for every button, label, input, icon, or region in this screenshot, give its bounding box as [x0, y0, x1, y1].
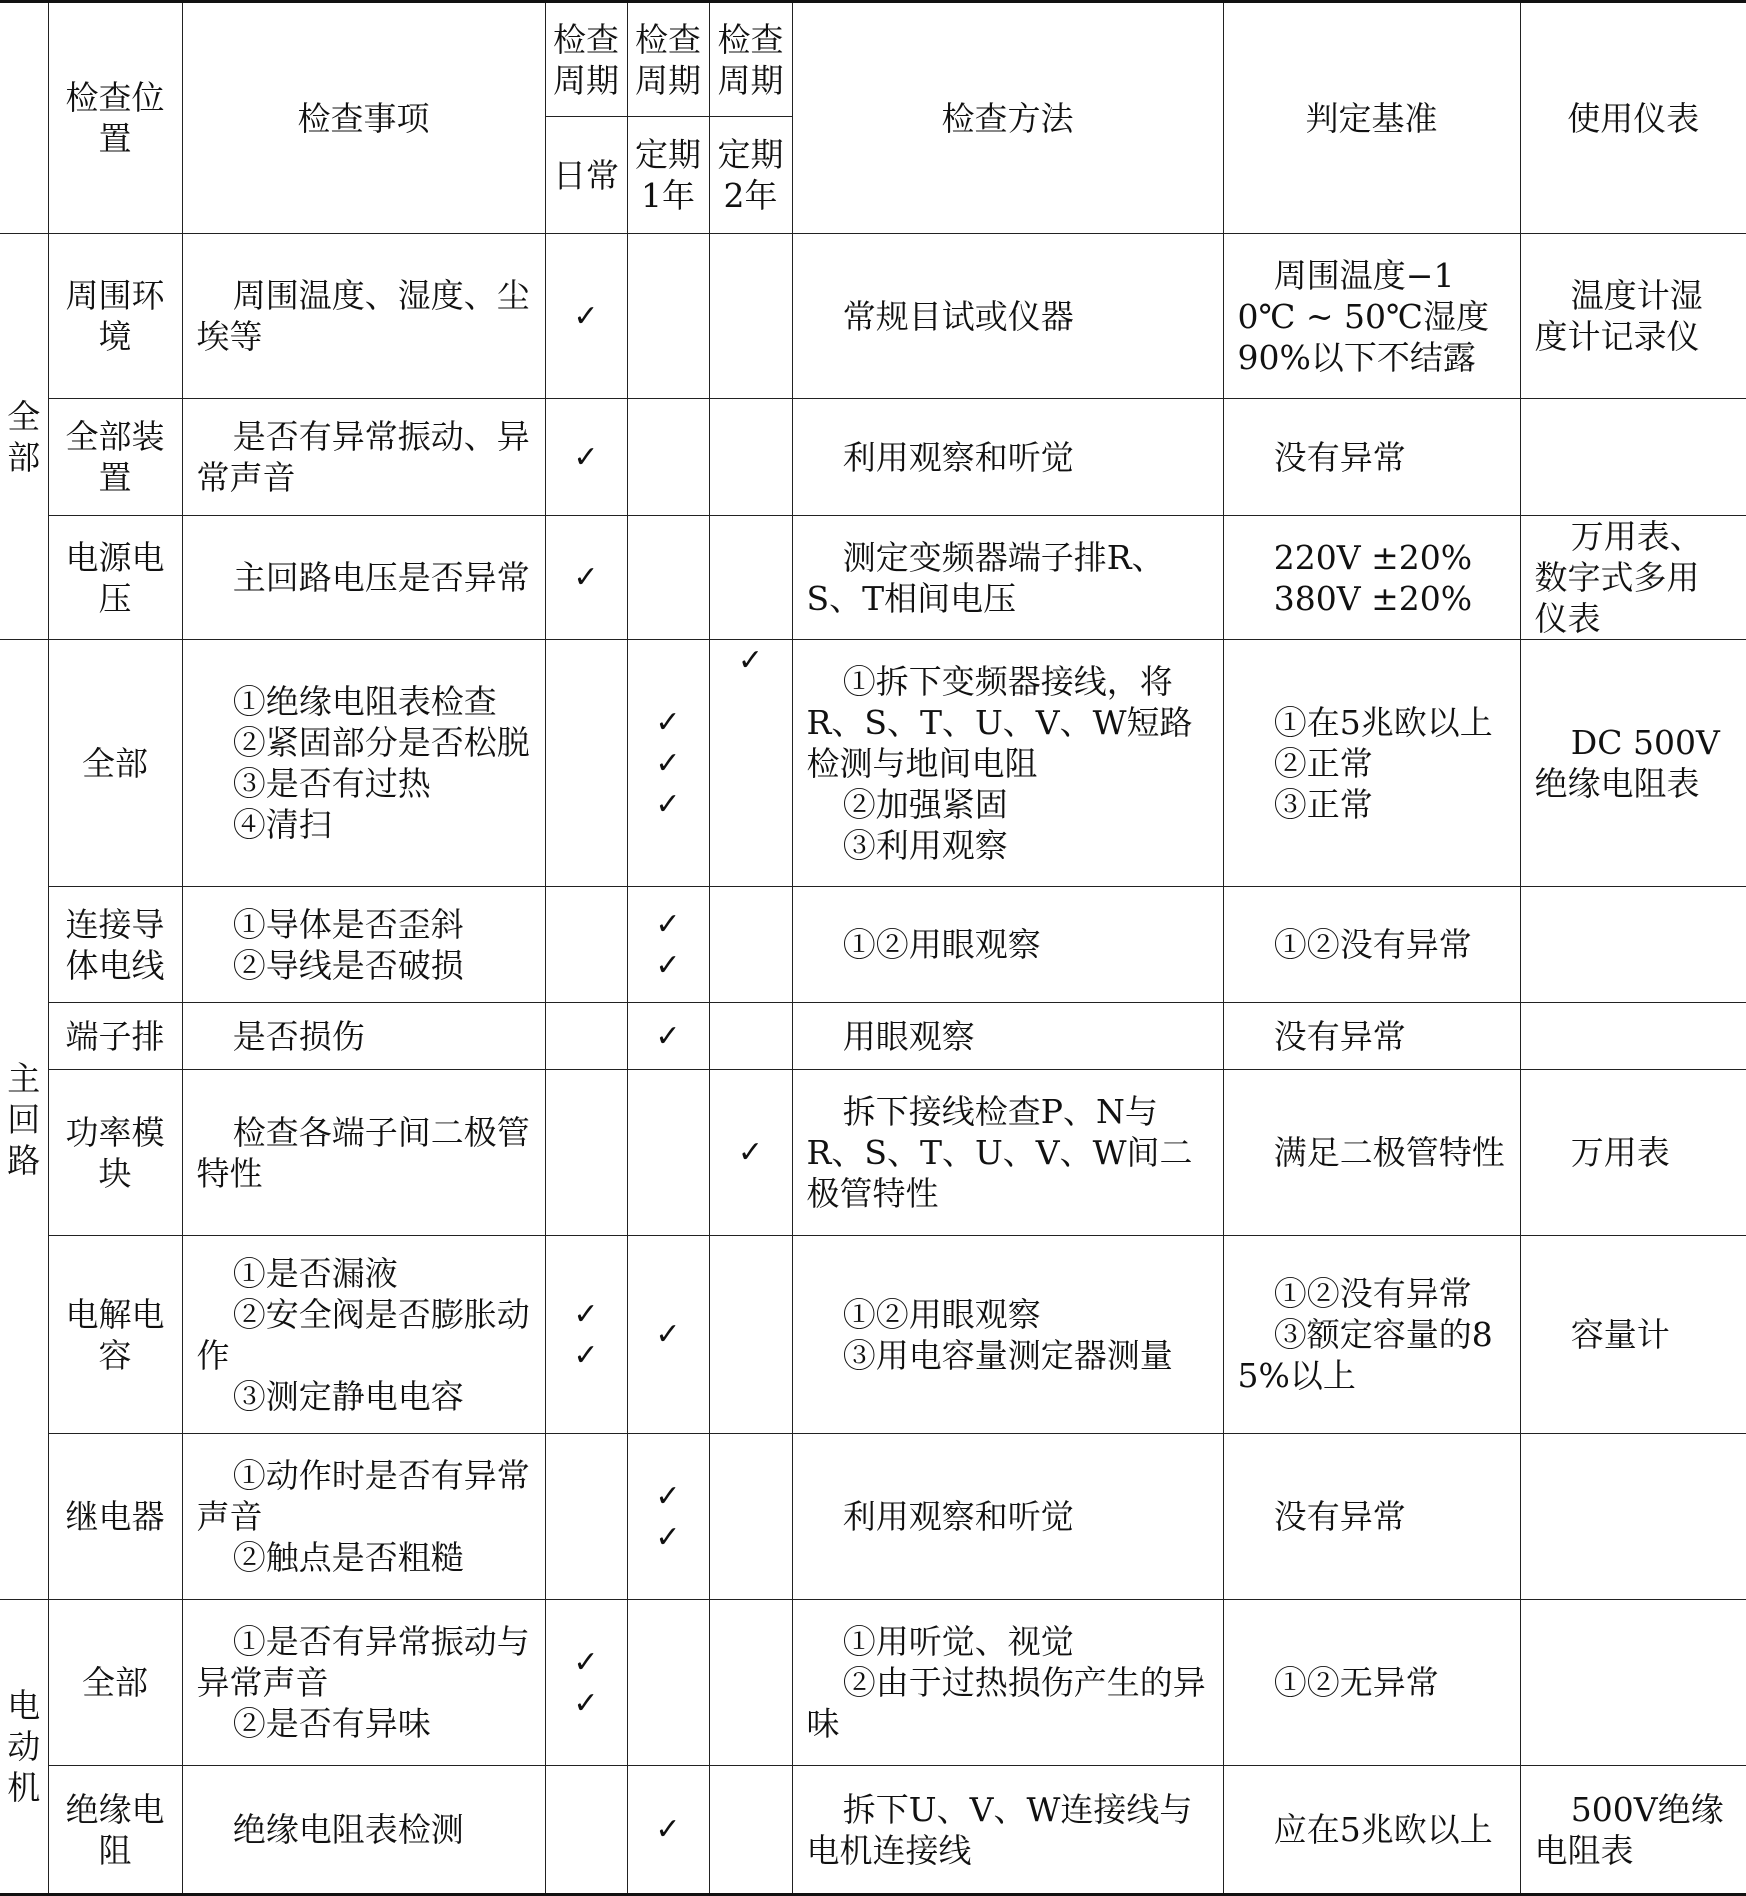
- method-cell: [792, 1070, 1223, 1236]
- cell-line: 是否损伤: [232, 1016, 365, 1056]
- criteria-cell: [1223, 1600, 1520, 1766]
- check-mark: ✓: [655, 1018, 681, 1054]
- cell-line: ③测定静电电容: [232, 1376, 464, 1416]
- criteria-cell: [1223, 234, 1520, 399]
- item-cell: [182, 516, 545, 640]
- daily-check-cell: [545, 1434, 627, 1600]
- group-label-overall: [0, 234, 48, 640]
- criteria-cell: [1223, 1766, 1520, 1895]
- method-cell: [792, 516, 1223, 640]
- location-cell: 功率模块: [48, 1070, 182, 1236]
- cell-line: ①用听觉、视觉: [842, 1622, 1074, 1661]
- criteria-cell: [1223, 399, 1520, 516]
- cell-line: ②是否有异味: [232, 1704, 431, 1743]
- cell-line: ①动作时是否有异常声音: [196, 1456, 530, 1536]
- check-mark: ✓: [655, 704, 681, 740]
- daily-check-cell: [545, 1236, 627, 1434]
- check-mark: ✓: [655, 1519, 681, 1555]
- cell-line: 万用表、数字式多用仪表: [1534, 517, 1703, 638]
- table-row: [0, 1003, 1746, 1070]
- item-cell: [182, 399, 545, 516]
- cell-line: ③利用观察: [842, 825, 1008, 865]
- biennial-check-cell: [709, 399, 792, 516]
- check-mark: ✓: [573, 1644, 599, 1680]
- biennial-check-cell: [709, 1003, 792, 1070]
- header-row-top: [0, 2, 1746, 117]
- cell-line: 主回路电压是否异常: [232, 558, 530, 597]
- table-row: [0, 1236, 1746, 1434]
- cell-line: ①在5兆欧以上: [1273, 702, 1493, 742]
- location-cell: 端子排: [48, 1003, 182, 1070]
- method-cell: [792, 1003, 1223, 1070]
- location-cell: 全部: [48, 1600, 182, 1766]
- header-method: 检查方法: [792, 2, 1223, 234]
- instrument-cell: [1520, 1003, 1746, 1070]
- cell-line: 500V绝缘电阻表: [1534, 1789, 1724, 1870]
- cell-line: ③是否有过热: [232, 764, 431, 803]
- yearly-check-cell: [627, 640, 709, 887]
- method-cell: [792, 1600, 1223, 1766]
- instrument-cell: [1520, 1070, 1746, 1236]
- item-cell: [182, 1600, 545, 1766]
- header-biennial: 定期2年: [709, 117, 792, 234]
- cell-line: 常规目试或仪器: [842, 296, 1074, 336]
- item-cell: [182, 1003, 545, 1070]
- check-mark: ✓: [737, 1135, 764, 1170]
- yearly-check-cell: [627, 1434, 709, 1600]
- cell-line: ①是否漏液: [232, 1253, 398, 1293]
- cell-line: ①是否有异常振动与异常声音: [196, 1622, 530, 1702]
- cell-line: ①②用眼观察: [842, 925, 1041, 964]
- biennial-check-cell: [709, 1070, 792, 1236]
- header-daily: 日常: [545, 117, 627, 234]
- cell-line: ②安全阀是否膨胀动作: [196, 1294, 530, 1375]
- table-row: [0, 234, 1746, 399]
- group-text: 电动机: [7, 1686, 41, 1807]
- item-cell: [182, 1766, 545, 1895]
- check-mark: ✓: [573, 1296, 599, 1332]
- daily-check-cell: [545, 887, 627, 1003]
- biennial-check-cell: [709, 1434, 792, 1600]
- yearly-check-cell: [627, 1600, 709, 1766]
- biennial-check-cell: [709, 1236, 792, 1434]
- method-cell: [792, 399, 1223, 516]
- cell-line: 用眼观察: [842, 1016, 975, 1056]
- cell-line: 满足二极管特性: [1273, 1133, 1505, 1172]
- daily-check-cell: [545, 1070, 627, 1236]
- yearly-check-cell: [627, 399, 709, 516]
- cell-line: ①绝缘电阻表检查: [232, 682, 497, 721]
- corner-cell: [0, 2, 48, 234]
- cell-line: ②加强紧固: [842, 784, 1008, 824]
- biennial-check-cell: [709, 516, 792, 640]
- method-cell: [792, 1766, 1223, 1895]
- group-label-motor: [0, 1600, 48, 1895]
- instrument-cell: [1520, 1766, 1746, 1895]
- check-mark: ✓: [655, 1478, 681, 1514]
- table-row: [0, 1766, 1746, 1895]
- group-label-main-circuit: [0, 640, 48, 1600]
- check-mark: ✓: [737, 643, 764, 678]
- cell-line: ②由于过热损伤产生的异味: [806, 1663, 1206, 1743]
- cell-line: ④清扫: [232, 805, 332, 844]
- yearly-check-cell: [627, 1766, 709, 1895]
- cell-line: ①导体是否歪斜: [232, 904, 464, 944]
- cell-line: 拆下接线检查P、N与R、S、T、U、V、W间二极管特性: [806, 1092, 1193, 1213]
- item-cell: [182, 1070, 545, 1236]
- cell-line: ②紧固部分是否松脱: [232, 723, 530, 762]
- cell-line: ③正常: [1273, 784, 1373, 824]
- cell-line: 没有异常: [1273, 1497, 1406, 1536]
- header-period-daily: 检查周期: [545, 2, 627, 117]
- cell-line: 测定变频器端子排R、S、T相间电压: [806, 537, 1165, 618]
- cell-line: 没有异常: [1273, 1016, 1406, 1056]
- cell-line: 是否有异常振动、异常声音: [196, 417, 530, 497]
- check-mark: ✓: [655, 786, 681, 822]
- criteria-cell: [1223, 640, 1520, 887]
- yearly-check-cell: [627, 1236, 709, 1434]
- method-cell: [792, 640, 1223, 887]
- header-period-biennial: 检查周期: [709, 2, 792, 117]
- table-row: [0, 516, 1746, 640]
- cell-line: 利用观察和听觉: [842, 437, 1074, 477]
- item-cell: [182, 234, 545, 399]
- yearly-check-cell: [627, 1003, 709, 1070]
- instrument-cell: [1520, 1434, 1746, 1600]
- table-row: [0, 640, 1746, 887]
- group-text: 主回路: [7, 1059, 41, 1180]
- cell-line: 220V ±20%: [1273, 537, 1473, 577]
- item-cell: [182, 887, 545, 1003]
- check-mark: ✓: [573, 1337, 599, 1373]
- yearly-check-cell: [627, 887, 709, 1003]
- check-mark: ✓: [655, 906, 681, 942]
- item-cell: [182, 1434, 545, 1600]
- group-text: 全部: [7, 396, 41, 477]
- cell-line: ①②没有异常: [1273, 925, 1472, 964]
- table-row: [0, 1070, 1746, 1236]
- check-mark: ✓: [655, 745, 681, 781]
- daily-check-cell: [545, 234, 627, 399]
- location-cell: 电源电压: [48, 516, 182, 640]
- criteria-cell: [1223, 1003, 1520, 1070]
- biennial-check-cell: [709, 887, 792, 1003]
- daily-check-cell: [545, 1600, 627, 1766]
- check-mark: ✓: [573, 1685, 599, 1721]
- yearly-check-cell: [627, 516, 709, 640]
- criteria-cell: [1223, 887, 1520, 1003]
- method-cell: [792, 887, 1223, 1003]
- yearly-check-cell: [627, 234, 709, 399]
- cell-line: 温度计湿度计记录仪: [1534, 276, 1703, 356]
- header-location: 检查位置: [48, 2, 182, 234]
- instrument-cell: [1520, 887, 1746, 1003]
- cell-line: 绝缘电阻表检测: [232, 1810, 464, 1849]
- biennial-check-cell: [709, 1766, 792, 1895]
- cell-line: ①②没有异常: [1273, 1274, 1472, 1313]
- cell-line: 检查各端子间二极管特性: [196, 1112, 530, 1193]
- criteria-cell: [1223, 1236, 1520, 1434]
- daily-check-cell: [545, 516, 627, 640]
- criteria-cell: [1223, 1070, 1520, 1236]
- location-cell: 电解电容: [48, 1236, 182, 1434]
- table-row: [0, 1600, 1746, 1766]
- cell-line: 利用观察和听觉: [842, 1497, 1074, 1536]
- method-cell: [792, 1434, 1223, 1600]
- biennial-check-cell: [709, 640, 792, 887]
- check-mark: ✓: [655, 1317, 681, 1352]
- table-body: [0, 2, 1746, 1895]
- header-instrument: 使用仪表: [1520, 2, 1746, 234]
- criteria-cell: [1223, 516, 1520, 640]
- table-row: [0, 1434, 1746, 1600]
- daily-check-cell: [545, 1766, 627, 1895]
- header-period-yearly: 检查周期: [627, 2, 709, 117]
- table-row: [0, 399, 1746, 516]
- cell-line: 没有异常: [1273, 437, 1406, 477]
- criteria-cell: [1223, 1434, 1520, 1600]
- table-row: [0, 887, 1746, 1003]
- instrument-cell: [1520, 1236, 1746, 1434]
- check-mark: ✓: [655, 947, 681, 983]
- instrument-cell: [1520, 1600, 1746, 1766]
- check-mark: ✓: [655, 1812, 681, 1847]
- location-cell: 继电器: [48, 1434, 182, 1600]
- header-yearly: 定期1年: [627, 117, 709, 234]
- instrument-cell: [1520, 640, 1746, 887]
- cell-line: ②触点是否粗糙: [232, 1538, 464, 1577]
- check-mark: ✓: [573, 298, 599, 334]
- check-mark: ✓: [573, 560, 599, 595]
- biennial-check-cell: [709, 1600, 792, 1766]
- daily-check-cell: [545, 640, 627, 887]
- cell-line: 380V ±20%: [1273, 578, 1473, 618]
- check-mark: ✓: [573, 439, 599, 475]
- daily-check-cell: [545, 1003, 627, 1070]
- item-cell: [182, 640, 545, 887]
- daily-check-cell: [545, 399, 627, 516]
- location-cell: 周围环境: [48, 234, 182, 399]
- method-cell: [792, 234, 1223, 399]
- item-cell: [182, 1236, 545, 1434]
- cell-line: ①拆下变频器接线，将R、S、T、U、V、W短路检测与地间电阻: [806, 661, 1193, 783]
- location-cell: 绝缘电阻: [48, 1766, 182, 1895]
- location-cell: 全部: [48, 640, 182, 887]
- instrument-cell: [1520, 399, 1746, 516]
- cell-line: ③用电容量测定器测量: [842, 1335, 1173, 1375]
- cell-line: 周围温度−10℃ ~ 50℃湿度90%以下不结露: [1237, 255, 1489, 377]
- header-criteria: 判定基准: [1223, 2, 1520, 234]
- header-item: 检查事项: [182, 2, 545, 234]
- cell-line: ②正常: [1273, 743, 1373, 783]
- location-cell: 连接导体电线: [48, 887, 182, 1003]
- cell-line: ①②用眼观察: [842, 1294, 1041, 1334]
- cell-line: ②导线是否破损: [232, 945, 464, 985]
- method-cell: [792, 1236, 1223, 1434]
- cell-line: 应在5兆欧以上: [1273, 1810, 1493, 1849]
- cell-line: 容量计: [1570, 1315, 1670, 1354]
- cell-line: 拆下U、V、W连接线与电机连接线: [806, 1789, 1193, 1870]
- location-cell: 全部装置: [48, 399, 182, 516]
- cell-line: 周围温度、湿度、尘埃等: [196, 276, 530, 356]
- cell-line: ③额定容量的85%以上: [1237, 1315, 1493, 1395]
- instrument-cell: [1520, 516, 1746, 640]
- instrument-cell: [1520, 234, 1746, 399]
- cell-line: DC 500V绝缘电阻表: [1534, 723, 1720, 803]
- biennial-check-cell: [709, 234, 792, 399]
- yearly-check-cell: [627, 1070, 709, 1236]
- cell-line: ①②无异常: [1273, 1663, 1439, 1702]
- cell-line: 万用表: [1570, 1133, 1670, 1172]
